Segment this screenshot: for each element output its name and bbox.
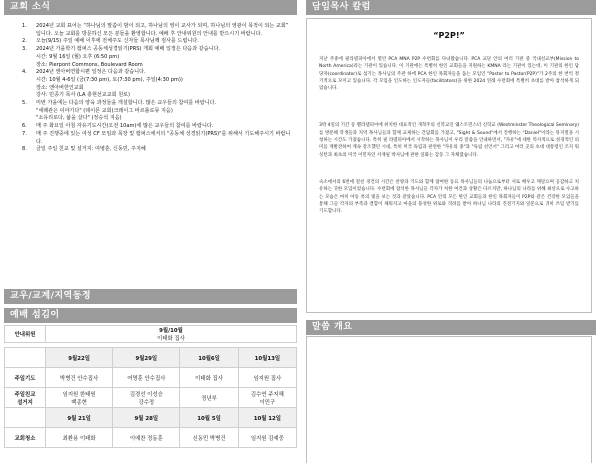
summary-box (306, 336, 592, 463)
schedule-date-cell: 9월22일 (46, 348, 113, 368)
schedule-row-label: 교회청소 (5, 428, 46, 448)
news-item-number: 8. (22, 146, 27, 153)
news-item-text: 매 주 화요일 아침 자유기도시간(오전 10am)에 많은 교우들의 참여를 바랍니다. (36, 123, 214, 130)
usher-cell (46, 326, 297, 343)
summary-header: 말씀 개요 (306, 320, 596, 335)
schedule-table (4, 325, 297, 343)
news-item (4, 100, 297, 123)
church-news-header: 교우/교계/지역동정 (4, 289, 297, 304)
schedule-section (4, 308, 297, 448)
schedule-cell: 임지원 한태원 백종현 (46, 388, 113, 408)
schedule-cell: 여명훈 안수집사 (113, 368, 180, 388)
news-item-number: 5. (22, 100, 27, 107)
news-item (4, 131, 297, 146)
schedule-row-label: 주일기도 (5, 368, 46, 388)
schedule-grid (4, 347, 297, 448)
pastor-column-box (306, 18, 592, 313)
news-list (4, 23, 297, 154)
schedule-row (5, 368, 297, 388)
schedule-cell: 임지원 집사 (238, 368, 296, 388)
schedule-cell: 김경선 이성승 강수정 (113, 388, 180, 408)
usher-date: 9월/10월 (159, 328, 183, 334)
news-item-number: 7. (22, 130, 27, 137)
news-item (4, 38, 297, 46)
news-item (4, 23, 297, 38)
schedule-cell: 이태화 집사 (180, 368, 238, 388)
news-item-number: 6. (22, 123, 27, 130)
usher-label: 안내위원 (5, 326, 46, 343)
schedule-row-label (5, 348, 46, 368)
news-item-detail: 장소: 앤아버한인교회 (36, 84, 84, 91)
schedule-header: 예배 섬김이 (4, 308, 297, 323)
news-item-text: 매 주 진행중에 있는 여성 CF 모임과 목장 및 캠퍼스에서의 "공동체 성경읽기(PRS)"를 위해서 기도해주시기 바랍니다. (36, 130, 291, 145)
usher-name: 이태화 집사 (157, 336, 185, 342)
news-item-text: 2024년 가을학기 캠퍼스 공동체성경읽기(PRS) 개회 예배 일정은 다음과 같습니다. (36, 46, 221, 53)
schedule-date-cell: 10월6일 (180, 348, 238, 368)
schedule-date-cell: 10월 5일 (180, 408, 238, 428)
schedule-cell: 신동민 박병건 (180, 428, 238, 448)
schedule-row (5, 388, 297, 408)
schedule-cell: 김수연 주지혜 이민구 (238, 388, 296, 408)
pastor-paragraph: 숙소에서의 6번에 걸친 경건의 시간은 찬양과 기도와 함께 참여한 동료 목사님들의 나눔으로부터 서로 배우고 깨달으며 공감하고 치유하는 귀한 모임이었습니다. 수련회에 참석한 목사님들 각자가 처한 여건과 상황은 다르지만, 하나님의 나라를 위해 최선으로 수고하는 모습은 마치 아동 옥의 빛을 보는 것과 같았습니다. PCA 안의 모든 한인 교회들과 한인 목회자들이 P2P와 같은 건강한 모임들을 통해 그들 각자의 부족과 결함이 채워지고 마을의 풍성한 위로와 격려를 받아 하나님 나라의 진전기지와 일문으로 귀히 쓰임 받기를 기도합니다. (319, 179, 579, 215)
schedule-cell: 최환용 이태화 (46, 428, 113, 448)
pastor-paragraph: 3박 4일의 기간 동 펠라델피아에 위치한 대표적인 개혁주의 신학교인 웨스트민스터 신학교 (Westminster Theological Seminary)를 방문해 학생들과 지역 목사님들과 함께 교제하는 간담회를 가졌고, "Sight & Sound"에서 진행하는 "Daniel"이라는 뮤지컬을 시청하는 시간도 가졌습니다. 특히 필 라델피아에서 시작하는 목사님이 우리 말씀을 인내하면서, "자유"에 대한 역사적으로 성경적인 의미를 재발견하여 계속 강조했던 시대, 특히 미국 독립과 관련한 "자유의 종"과 "독립 선언서" 그리고 여러 곳의 초대 대통령인 조지 워싱턴과 최초의 미국 이민자인 서재필 박사님에 관한 일화는 감동 그 자체였습니다. (319, 123, 579, 158)
pastor-column-header: 담임목사 칼럼 (306, 0, 596, 15)
right-column (306, 0, 596, 15)
news-item-number: 2. (22, 38, 27, 45)
schedule-cell: 정년부 (180, 388, 238, 408)
news-item (4, 146, 297, 154)
schedule-date-cell: 9월 21일 (46, 408, 113, 428)
news-item-detail: 시간: 9월 16일 (월) 오후 (6:50 pm) (36, 53, 120, 60)
news-item-text: 오늘(9/15) 주일 예배 이후에 전체주도 신자들 목사님께 검사를 드립니다. (36, 38, 199, 45)
news-item (4, 123, 297, 131)
pastor-column-title: “P2P!” (433, 31, 465, 40)
church-news-section (4, 289, 297, 304)
news-item-number: 1. (22, 23, 27, 29)
news-item-detail: 장소: Pierpont Commons, Boulevard Room (36, 61, 143, 68)
schedule-cell: 임지원 김예중 (238, 428, 296, 448)
news-item (4, 69, 297, 100)
schedule-date-cell: 10월 12일 (238, 408, 296, 428)
schedule-date-row (5, 408, 297, 428)
schedule-date-cell: 9월29일 (113, 348, 180, 368)
summary-section (306, 320, 596, 335)
news-item-text: 2024년 교회 표어는 “하나님의 말씀이 밤이 되고, 하나님의 영이 교사가 되며, 하나님의 영광이 목적이 되는 교회” 입니다. 오늘 교회를 방문하신 모든 분들을 환영합니다. 예배 후 안내위원의 안내를 받으시기 바랍니다. (36, 23, 289, 37)
news-item-detail: 시간: 10월 4-6일 (금(7:30 pm), 토(7:30 pm), 주일(4:30 pm)) (36, 76, 183, 83)
news-item-text: 2024년 앤아버연합시편 일정은 다음과 같습니다. (36, 69, 146, 76)
news-item (4, 46, 297, 69)
schedule-cell: 박병건 안수집사 (46, 368, 113, 388)
schedule-date-cell: 9월 28일 (113, 408, 180, 428)
schedule-date-cell: 10월13일 (238, 348, 296, 368)
news-header: 교회 소식 (4, 0, 297, 15)
news-item-detail: 강사: 민종기 목사 (LA 충현선교교회 원로) (36, 92, 131, 99)
left-column (4, 0, 297, 154)
schedule-row (5, 428, 297, 448)
schedule-cell: 이예찬 정동훈 (113, 428, 180, 448)
news-item-text: 금일 주일 친교 및 설거지: 여병훈, 신동민, 주지혜 (36, 146, 146, 153)
news-item-number: 4. (22, 69, 27, 76)
schedule-row-label: 주일친교 설거지 (5, 388, 46, 408)
news-item-number: 3. (22, 46, 27, 53)
news-item-detail: "소유리로다, 삶을 살다" (정승석 지음) (36, 115, 122, 122)
schedule-date-row (5, 348, 297, 368)
news-item-text: 미번 가을에는 다음의 양육 과정들을 개설합니다. 많은 교우들의 참여를 바랍니다. (36, 100, 217, 107)
news-item-detail: "세례관은 이야기다" (데이몬 교회)크래이그 바르톨로뮤 지음) (36, 107, 173, 114)
schedule-row-label (5, 408, 46, 428)
pastor-paragraph: 지난 주중에 필라델피아에서 열린 PCA MNA P2P 수련회를 다녀왔습니다. PCA 교단 안의 여러 기관 중 국내선교부(Mission to North America)라는 기관이 있습니다. 이 기관에는 특별히 한인 교회들을 지원하는 KMNA 라는 기관이 있는데, 이 기관의 한인 담당자(coordinator)로 섬기는 목사님의 주관 하에 PCA 한인 목회자들을 돕는 모임인 "Pastor to Pastor(P2P)"가 2주의 한 번씩 정기적으로 모이고 있습니다. 각 모임을 인도하는 인도자들(facilitators)을 위한 2024 연례 수련회에 특별히 초대를 받아 참석하게 되었습니다. (319, 57, 579, 92)
